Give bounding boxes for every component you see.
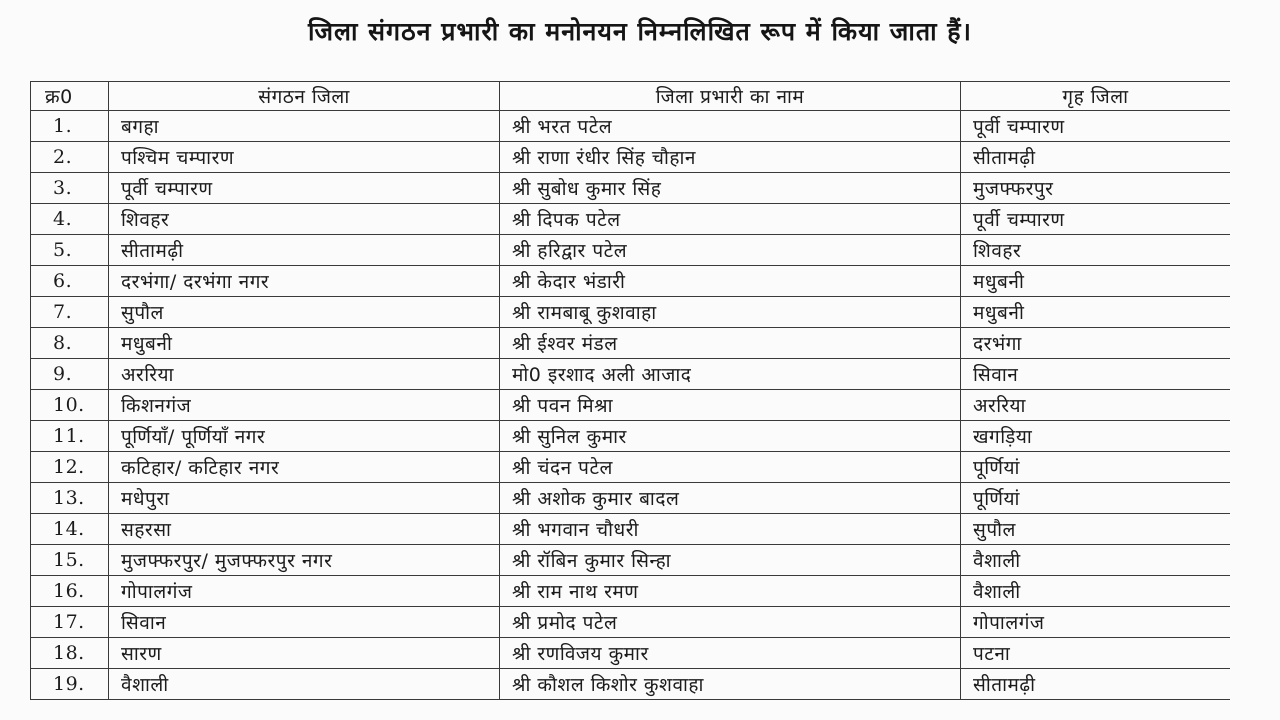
table-row: [31, 204, 1231, 235]
cell-organization-district: पूर्णियाँ/ पूर्णियाँ नगर: [109, 421, 500, 452]
cell-incharge-name: श्री राणा रंधीर सिंह चौहान: [500, 142, 961, 173]
cell-serial-no: 12.: [31, 452, 109, 483]
cell-serial-no: 14.: [31, 514, 109, 545]
cell-home-district: सिवान: [961, 359, 1231, 390]
cell-organization-district: पूर्वी चम्पारण: [109, 173, 500, 204]
cell-incharge-name: श्री भरत पटेल: [500, 111, 961, 142]
cell-home-district: मधुबनी: [961, 297, 1231, 328]
cell-serial-no: 3.: [31, 173, 109, 204]
table-row: [31, 173, 1231, 204]
cell-incharge-name: श्री दिपक पटेल: [500, 204, 961, 235]
cell-home-district: दरभंगा: [961, 328, 1231, 359]
header-organization-district: संगठन जिला: [109, 82, 500, 111]
table-row: [31, 142, 1231, 173]
cell-organization-district: सिवान: [109, 607, 500, 638]
table-row: [31, 266, 1231, 297]
cell-incharge-name: मो0 इरशाद अली आजाद: [500, 359, 961, 390]
cell-serial-no: 7.: [31, 297, 109, 328]
cell-organization-district: सुपौल: [109, 297, 500, 328]
cell-home-district: अररिया: [961, 390, 1231, 421]
nomination-table-container: [30, 81, 1230, 720]
cell-home-district: पूर्णियां: [961, 483, 1231, 514]
cell-serial-no: 4.: [31, 204, 109, 235]
cell-home-district: सुपौल: [961, 514, 1231, 545]
cell-serial-no: 17.: [31, 607, 109, 638]
cell-incharge-name: श्री पवन मिश्रा: [500, 390, 961, 421]
table-row: [31, 390, 1231, 421]
cell-organization-district: सारण: [109, 638, 500, 669]
cell-home-district: पटना: [961, 638, 1231, 669]
table-row: [31, 111, 1231, 142]
cell-incharge-name: श्री सुनिल कुमार: [500, 421, 961, 452]
cell-incharge-name: श्री अशोक कुमार बादल: [500, 483, 961, 514]
cell-serial-no: 5.: [31, 235, 109, 266]
table-row: [31, 483, 1231, 514]
cell-home-district: पूर्वी चम्पारण: [961, 111, 1231, 142]
cell-organization-district: मुजफ्फरपुर/ मुजफ्फरपुर नगर: [109, 545, 500, 576]
cell-organization-district: शिवहर: [109, 204, 500, 235]
table-row: [31, 359, 1231, 390]
cell-incharge-name: श्री चंदन पटेल: [500, 452, 961, 483]
cell-organization-district: बगहा: [109, 111, 500, 142]
cell-serial-no: 15.: [31, 545, 109, 576]
table-row: [31, 607, 1231, 638]
header-home-district: गृह जिला: [961, 82, 1231, 111]
cell-home-district: पूर्वी चम्पारण: [961, 204, 1231, 235]
cell-incharge-name: श्री प्रमोद पटेल: [500, 607, 961, 638]
cell-serial-no: 6.: [31, 266, 109, 297]
cell-incharge-name: श्री भगवान चौधरी: [500, 514, 961, 545]
table-header-row: [31, 82, 1231, 111]
table-row: [31, 545, 1231, 576]
cell-serial-no: 13.: [31, 483, 109, 514]
cell-incharge-name: श्री ईश्वर मंडल: [500, 328, 961, 359]
cell-serial-no: 2.: [31, 142, 109, 173]
cell-serial-no: 19.: [31, 669, 109, 700]
cell-home-district: शिवहर: [961, 235, 1231, 266]
cell-home-district: खगड़िया: [961, 421, 1231, 452]
cell-organization-district: मधुबनी: [109, 328, 500, 359]
table-row: [31, 235, 1231, 266]
header-serial-no: क्र0: [31, 82, 109, 111]
cell-home-district: पूर्णियां: [961, 452, 1231, 483]
cell-organization-district: कटिहार/ कटिहार नगर: [109, 452, 500, 483]
cell-organization-district: वैशाली: [109, 669, 500, 700]
cell-home-district: गोपालगंज: [961, 607, 1231, 638]
cell-organization-district: किशनगंज: [109, 390, 500, 421]
table-row: [31, 514, 1231, 545]
table-row: [31, 328, 1231, 359]
table-row: [31, 452, 1231, 483]
table-row: [31, 297, 1231, 328]
cell-organization-district: पश्चिम चम्पारण: [109, 142, 500, 173]
table-row: [31, 638, 1231, 669]
table-body: [31, 111, 1231, 700]
cell-home-district: मुजफ्फरपुर: [961, 173, 1231, 204]
cell-incharge-name: श्री रॉबिन कुमार सिन्हा: [500, 545, 961, 576]
cell-serial-no: 16.: [31, 576, 109, 607]
table-row: [31, 669, 1231, 700]
cell-incharge-name: श्री रामबाबू कुशवाहा: [500, 297, 961, 328]
cell-home-district: मधुबनी: [961, 266, 1231, 297]
cell-incharge-name: श्री कौशल किशोर कुशवाहा: [500, 669, 961, 700]
cell-incharge-name: श्री सुबोध कुमार सिंह: [500, 173, 961, 204]
cell-organization-district: सहरसा: [109, 514, 500, 545]
cell-serial-no: 11.: [31, 421, 109, 452]
cell-home-district: सीतामढ़ी: [961, 142, 1231, 173]
cell-serial-no: 10.: [31, 390, 109, 421]
header-incharge-name: जिला प्रभारी का नाम: [500, 82, 961, 111]
cell-incharge-name: श्री केदार भंडारी: [500, 266, 961, 297]
cell-incharge-name: श्री रणविजय कुमार: [500, 638, 961, 669]
cell-organization-district: मधेपुरा: [109, 483, 500, 514]
cell-serial-no: 8.: [31, 328, 109, 359]
cell-organization-district: अररिया: [109, 359, 500, 390]
cell-incharge-name: श्री हरिद्वार पटेल: [500, 235, 961, 266]
cell-incharge-name: श्री राम नाथ रमण: [500, 576, 961, 607]
cell-organization-district: दरभंगा/ दरभंगा नगर: [109, 266, 500, 297]
page-title: जिला संगठन प्रभारी का मनोनयन निम्नलिखित रूप में किया जाता हैं।: [307, 17, 973, 46]
cell-serial-no: 1.: [31, 111, 109, 142]
cell-serial-no: 9.: [31, 359, 109, 390]
table-row: [31, 576, 1231, 607]
nomination-table: [30, 81, 1230, 700]
cell-serial-no: 18.: [31, 638, 109, 669]
cell-home-district: सीतामढ़ी: [961, 669, 1231, 700]
cell-home-district: वैशाली: [961, 545, 1231, 576]
cell-home-district: वैशाली: [961, 576, 1231, 607]
table-row: [31, 421, 1231, 452]
cell-organization-district: सीतामढ़ी: [109, 235, 500, 266]
cell-organization-district: गोपालगंज: [109, 576, 500, 607]
